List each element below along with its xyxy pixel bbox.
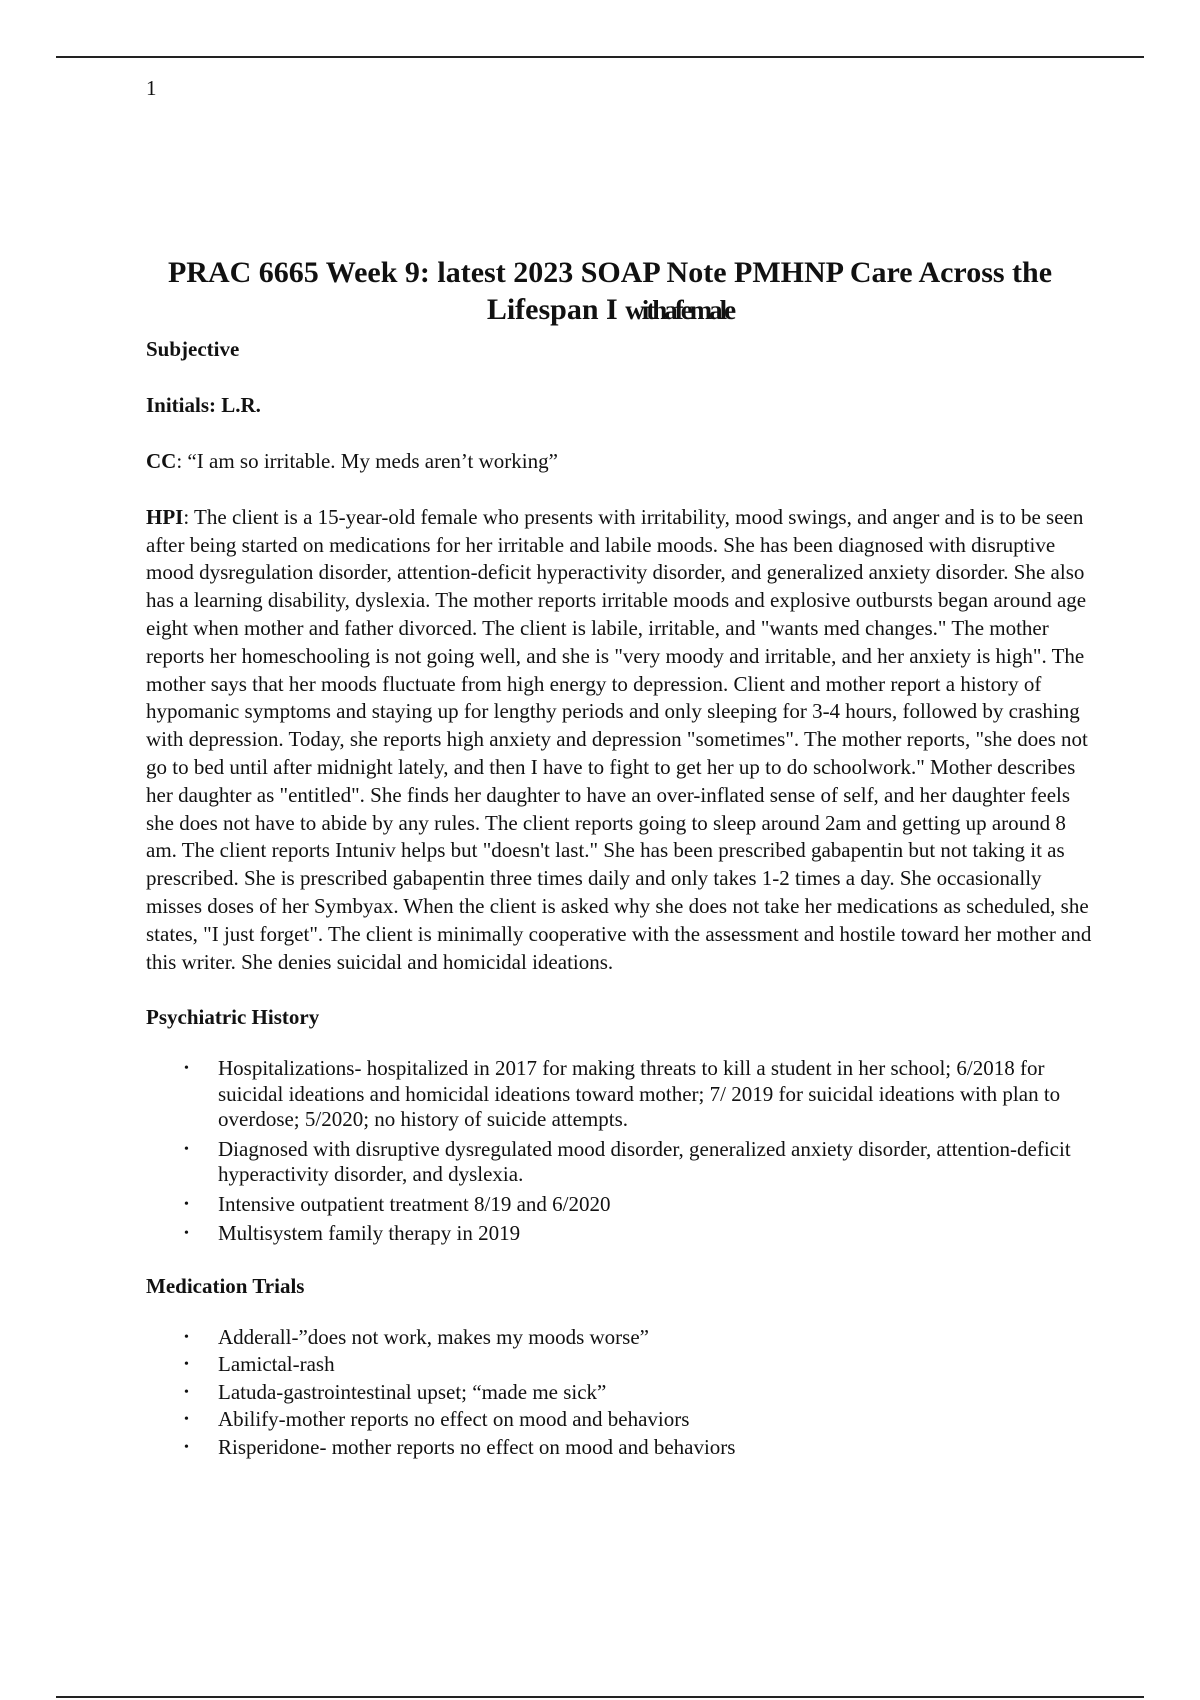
bullet-icon: • [184,1141,189,1157]
list-item: • Abilify-mother reports no effect on mood and behaviors [184,1407,690,1432]
medication-trials-heading: Medication Trials [146,1273,305,1298]
list-item: • Intensive outpatient treatment 8/19 and 6/2020 [184,1191,611,1216]
list-item: • Diagnosed with disruptive dysregulated mood disorder, generalized anxiety disorder, attention-deficit hyperactivity disorder, and dyslexia. [184,1136,1071,1187]
list-item: • Hospitalizations- hospitalized in 2017 for making threats to kill a student in her school; 6/2018 for suicidal ideations and homicidal ideations toward mother; 7/ 2019 for suicidal ideations with plan to overdose; 5/2020; no history of suicide attempts. [184,1056,1061,1132]
cc-label: CC [146,449,177,473]
header-rule [56,56,1144,58]
bullet-icon: • [184,1329,189,1345]
page-number: 1 [146,76,157,100]
list-item: • Multisystem family therapy in 2019 [184,1221,521,1246]
initials-line: Initials: L.R. [146,393,261,417]
psychiatric-history-heading: Psychiatric History [146,1005,320,1030]
psychiatric-history-list [146,1056,1096,1247]
hpi-text: : The client is a 15-year-old female who presents with irritability, mood swings, and anger and is to be seen after being started on medications for her irritable and labile moods. She has been diagnosed with disruptive mood dysregulation disorder, attention-deficit hyperactivity disorder, and generalized anxiety disorder. She also has a learning disability, dyslexia. The mother reports irritable moods and explosive outbursts began around age eight when mother and father divorced. The client is labile, irritable, and "wants med changes." The mother reports her homeschooling is not going well, and she is "very moody and irritable, and her anxiety is high". The mother says that her moods fluctuate from high energy to depression. Client and mother report a history of hypomanic symptoms and staying up for lengthy periods and only sleeping for 3-4 hours, followed by crashing with depression. Today, she reports high anxiety and depression "sometimes". The mother reports, "she does not go to bed until after midnight lately, and then I have to fight to get her up to do schoolwork." Mother describes her daughter as "entitled". She finds her daughter to have an over-inflated sense of self, and her daughter feels she does not have to abide by any rules. The client reports going to sleep around 2am and getting up around 8 am. The client reports Intuniv helps but "doesn't last." She has been prescribed gabapentin but not taking it as prescribed. She is prescribed gabapentin three times daily and only takes 1-2 times a day. She occasionally misses doses of her Symbyax. When the client is asked why she does not take her medications as scheduled, she states, "I just forget". The client is minimally cooperative with the assessment and hostile toward her mother and this writer. She denies suicidal and homicidal ideations. [146,504,1092,974]
medication-trials-list [146,1325,1096,1461]
document-title-main: PRAC 6665 Week 9: latest 2023 SOAP Note PMHNP Care Across the Lifespan I [167,256,1053,326]
bullet-icon: • [184,1384,189,1400]
list-item: • Adderall-”does not work, makes my moods worse” [184,1324,649,1349]
bullet-icon: • [184,1226,189,1242]
subjective-heading: Subjective [146,337,240,361]
hpi-label: HPI [146,504,184,529]
bullet-icon: • [184,1061,189,1077]
bullet-icon: • [184,1196,189,1212]
footer-rule [56,1696,1144,1698]
document-body [146,336,1096,1486]
list-item: • Risperidone- mother reports no effect on mood and behaviors [184,1434,736,1459]
list-item: • Latuda-gastrointestinal upset; “made me sick” [184,1379,607,1404]
chief-complaint [146,448,1096,476]
document-title [120,254,1100,329]
bullet-icon: • [184,1439,189,1455]
document-title-suffix: withafemale [625,295,734,325]
bullet-icon: • [184,1412,189,1428]
bullet-icon: • [184,1357,189,1373]
list-item: • Lamictal-rash [184,1352,335,1377]
cc-text: : “I am so irritable. My meds aren’t working” [176,449,558,473]
hpi-paragraph [146,504,1096,977]
